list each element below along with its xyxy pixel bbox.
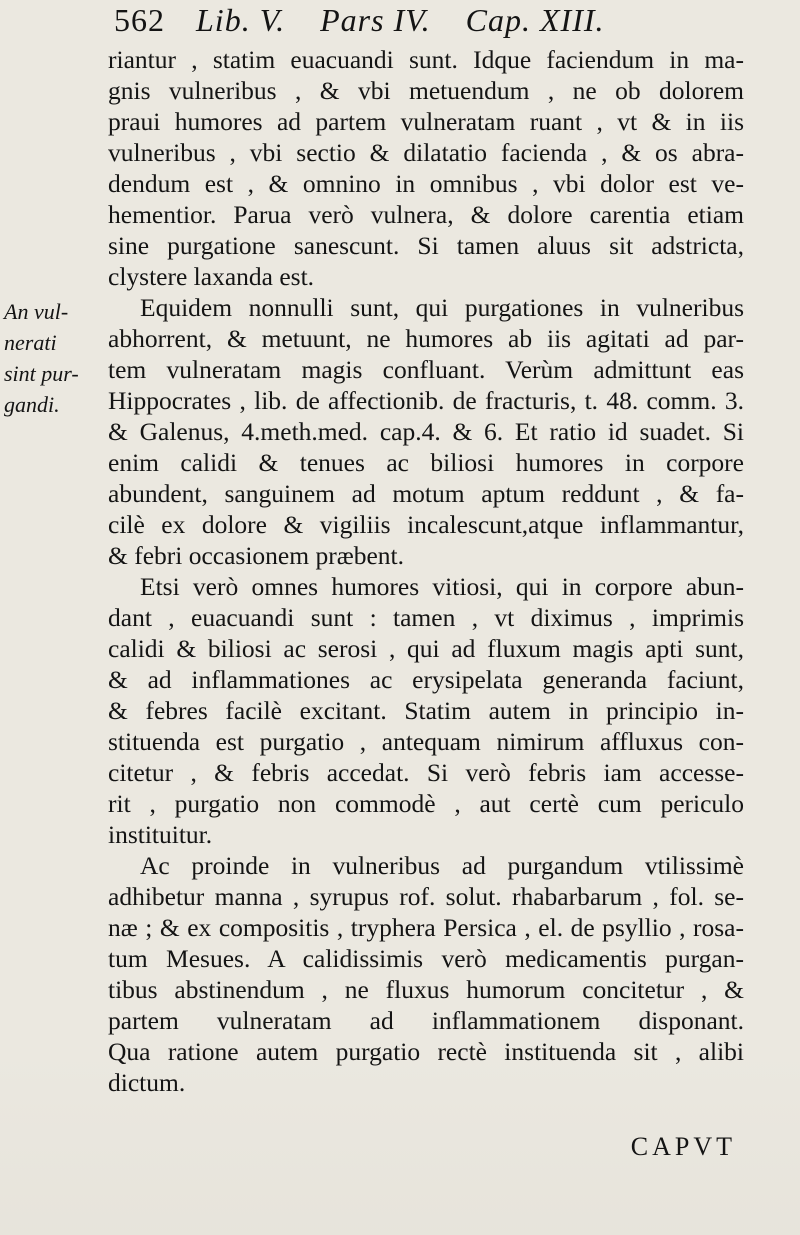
text-line: næ ; & ex compositis , tryphera Persica , el. de psyllio , rosa- <box>108 913 744 942</box>
marginal-note-line: gandi. <box>4 392 60 417</box>
text-line: tem vulneratam magis confluant. Verùm admittunt eas <box>108 355 744 384</box>
marginal-note-line: sint pur- <box>4 361 79 386</box>
text-line: abundent, sanguinem ad motum aptum reddunt , & fa- <box>108 479 744 508</box>
catchword: CAPVT <box>630 1132 736 1161</box>
text-line: & ad inflammationes ac erysipelata generanda faciunt, <box>108 665 744 694</box>
text-line: stituenda est purgatio , antequam nimirum affluxus con- <box>108 727 744 756</box>
body-text <box>108 44 744 1098</box>
text-line: Ac proinde in vulneribus ad purgandum vtilissimè <box>140 851 744 880</box>
text-line: hementior. Parua verò vulnera, & dolore carentia etiam <box>108 200 744 229</box>
text-line: Hippocrates , lib. de affectionib. de fracturis, t. 48. comm. 3. <box>108 386 744 415</box>
text-line: rit , purgatio non commodè , aut certè cum periculo <box>108 789 744 818</box>
text-line: praui humores ad partem vulneratam ruant , vt & in iis <box>108 107 744 136</box>
text-line: calidi & biliosi ac serosi , qui ad fluxum magis apti sunt, <box>108 634 744 663</box>
text-line: & febres facilè excitant. Statim autem in principio in- <box>108 696 744 725</box>
chapter-label: Cap. XIII. <box>465 2 605 38</box>
text-line: adhibetur manna , syrupus rof. solut. rhabarbarum , fol. se- <box>108 882 744 911</box>
text-line: enim calidi & tenues ac biliosi humores in corpore <box>108 448 744 477</box>
part-label: Pars IV. <box>320 2 431 38</box>
text-line: Etsi verò omnes humores vitiosi, qui in corpore abun- <box>140 572 744 601</box>
marginal-note <box>4 296 104 420</box>
text-line: instituitur. <box>108 820 213 849</box>
marginal-note-line: An vul- <box>4 299 69 324</box>
text-line: tibus abstinendum , ne fluxus humorum concitetur , & <box>108 975 744 1004</box>
book-label: Lib. V. <box>196 2 286 38</box>
text-line: partem vulneratam ad inflammationem disponant. <box>108 1006 744 1035</box>
running-head <box>114 2 605 39</box>
page-number: 562 <box>114 2 165 38</box>
text-line: Qua ratione autem purgatio rectè instituenda sit , alibi <box>108 1037 744 1066</box>
text-line: dendum est , & omnino in omnibus , vbi dolor est ve- <box>108 169 744 198</box>
text-line: & febri occasionem præbent. <box>108 541 404 570</box>
text-line: dant , euacuandi sunt : tamen , vt diximus , imprimis <box>108 603 744 632</box>
text-line: vulneribus , vbi sectio & dilatatio facienda , & os abra- <box>108 138 744 167</box>
text-line: abhorrent, & metuunt, ne humores ab iis agitati ad par- <box>108 324 744 353</box>
text-line: & Galenus, 4.meth.med. cap.4. & 6. Et ratio id suadet. Si <box>108 417 744 446</box>
text-line: riantur , statim euacuandi sunt. Idque faciendum in ma- <box>108 45 744 74</box>
text-line: clystere laxanda est. <box>108 262 315 291</box>
text-line: gnis vulneribus , & vbi metuendum , ne ob dolorem <box>108 76 744 105</box>
text-line: cilè ex dolore & vigiliis incalescunt,atque inflammantur, <box>108 510 744 539</box>
text-line: tum Mesues. A calidissimis verò medicamentis purgan- <box>108 944 744 973</box>
text-line: dictum. <box>108 1068 186 1097</box>
text-line: Equidem nonnulli sunt, qui purgationes in vulneribus <box>140 293 744 322</box>
text-line: citetur , & febris accedat. Si verò febris iam accesse- <box>108 758 744 787</box>
marginal-note-line: nerati <box>4 330 57 355</box>
text-line: sine purgatione sanescunt. Si tamen aluus sit adstricta, <box>108 231 744 260</box>
